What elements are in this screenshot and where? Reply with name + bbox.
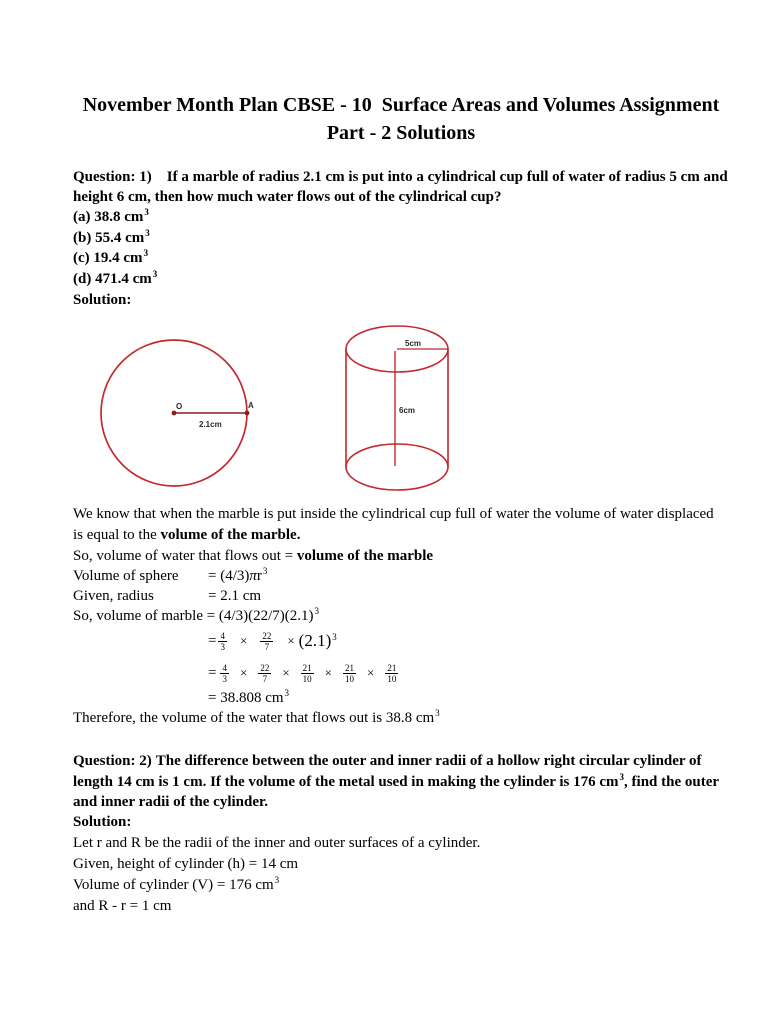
option-d-text: (d) 471.4 cm: [73, 271, 152, 287]
multiply-sign: ×: [367, 665, 375, 680]
question-2-line-2: [73, 772, 719, 792]
fraction: [220, 663, 229, 684]
calculation-step-2: [208, 659, 398, 687]
option-c-exponent: 3: [143, 248, 149, 258]
title-line-1: November Month Plan CBSE - 10 Surface Areas and Volumes Assignment: [82, 94, 720, 116]
sphere-volume-label: Volume of sphere: [73, 568, 179, 584]
fraction: [301, 663, 314, 684]
fraction-numerator: 21: [345, 662, 354, 673]
flows-out-line: [73, 546, 433, 566]
sphere-volume-prefix: = (4/3): [208, 568, 250, 584]
question-2-text-2-tail: , find the outer: [624, 774, 720, 790]
fraction-numerator: 22: [260, 662, 270, 673]
calculation-step-1: [208, 627, 337, 655]
radius-term: (2.1): [298, 631, 332, 650]
question-2-exponent: 3: [619, 772, 625, 782]
fraction: [218, 631, 227, 652]
multiply-sign: ×: [287, 633, 295, 648]
question-1-figure: [90, 318, 470, 498]
result-value: = 38.808 cm: [208, 690, 284, 706]
given-radius-line: [73, 586, 261, 606]
flows-out-text: So, volume of water that flows out =: [73, 548, 297, 564]
option-a-exponent: 3: [144, 207, 149, 217]
multiply-sign: ×: [239, 665, 248, 680]
explanation-line-1: We know that when the marble is put inside the cylindrical cup full of water the volume of water displaced: [73, 506, 714, 522]
given-radius-label: Given, radius: [73, 588, 154, 604]
center-point-label: O: [176, 402, 183, 411]
sphere-diagram: [101, 340, 254, 486]
option-a: [73, 207, 149, 227]
fraction-denominator: 7: [264, 641, 270, 652]
cylinder-diagram: [346, 326, 448, 490]
radius-term-exponent: 3: [332, 632, 337, 642]
question-2-text-2: length 14 cm is 1 cm. If the volume of the metal used in making the cylinder is 176 cm: [73, 774, 619, 790]
multiply-sign: ×: [282, 665, 290, 680]
option-d: [73, 269, 157, 289]
surface-point-label: A: [248, 401, 254, 410]
explanation-line-2: [73, 525, 300, 545]
result-line: [208, 688, 289, 708]
question-1-line-2: height 6 cm, then how much water flows out of the cylindrical cup?: [73, 189, 502, 205]
fraction-numerator: 4: [222, 662, 227, 673]
fraction-denominator: 10: [302, 673, 312, 684]
fraction-numerator: 4: [220, 630, 225, 641]
explanation-emphasis: volume of the marble.: [160, 527, 301, 543]
radii-definition-line: Let r and R be the radii of the inner and outer surfaces of a cylinder.: [73, 835, 481, 851]
given-volume-text: Volume of cylinder (V) = 176 cm: [73, 877, 274, 893]
given-radius-value: = 2.1 cm: [208, 588, 262, 604]
given-volume-exponent: 3: [274, 875, 280, 885]
fraction-denominator: 3: [222, 673, 227, 684]
result-exponent: 3: [284, 688, 290, 698]
fraction-denominator: 3: [220, 641, 225, 652]
fraction: [258, 663, 271, 684]
surface-point: [245, 411, 250, 416]
fraction-numerator: 21: [302, 662, 312, 673]
conclusion-text: Therefore, the volume of the water that flows out is 38.8 cm: [73, 710, 435, 726]
question-1-line-1: [73, 167, 728, 187]
option-b: [73, 228, 150, 248]
radius-variable: r: [256, 568, 262, 584]
sphere-radius-label: 2.1cm: [199, 420, 222, 429]
explanation-text: is equal to the: [73, 527, 161, 543]
pi-symbol: π: [249, 568, 257, 584]
multiply-sign: ×: [324, 665, 332, 680]
fraction-numerator: 22: [262, 630, 272, 641]
multiply-sign: ×: [239, 633, 248, 648]
marble-volume-exponent: 3: [314, 606, 319, 616]
question-2-text-1: The difference between the outer and inner radii of a hollow right circular cylinder of: [155, 753, 702, 769]
option-b-text: (b) 55.4 cm: [73, 230, 145, 246]
given-volume-line: [73, 875, 279, 895]
question-2-line-1: [73, 751, 702, 771]
conclusion-exponent: 3: [435, 708, 440, 718]
cylinder-height-label: 6cm: [399, 406, 416, 415]
equals-sign: =: [208, 632, 217, 649]
question-2-label: Question: 2): [73, 753, 152, 769]
radii-difference-line: and R - r = 1 cm: [73, 898, 172, 914]
fraction-denominator: 10: [345, 673, 354, 684]
equals-sign: =: [208, 664, 217, 681]
fraction-numerator: 21: [387, 662, 397, 673]
fraction-denominator: 10: [387, 673, 397, 684]
option-d-exponent: 3: [152, 269, 158, 279]
question-2-line-3: and inner radii of the cylinder.: [73, 794, 269, 810]
cubed-radius-term: [299, 631, 337, 651]
cylinder-radius-label: 5cm: [405, 339, 422, 348]
title-line-2: Part - 2 Solutions: [326, 122, 476, 144]
given-height-line: Given, height of cylinder (h) = 14 cm: [73, 856, 299, 872]
marble-volume-expression: So, volume of marble = (4/3)(22/7)(2.1): [73, 608, 314, 624]
center-point: [172, 411, 177, 416]
fraction: [385, 663, 398, 684]
option-b-exponent: 3: [145, 228, 150, 238]
question-1-text-1: If a marble of radius 2.1 cm is put into a cylindrical cup full of water of radius 5 cm and: [166, 169, 728, 185]
conclusion-line: [73, 708, 440, 728]
flows-out-emphasis: volume of the marble: [296, 548, 434, 564]
question-2-solution-label: Solution:: [73, 814, 132, 830]
option-a-text: (a) 38.8 cm: [73, 209, 144, 225]
sphere-volume-line: [73, 566, 267, 586]
marble-volume-line: [73, 606, 319, 626]
question-1-solution-label: Solution:: [73, 292, 132, 308]
fraction-denominator: 7: [262, 673, 268, 684]
fraction: [260, 631, 273, 652]
option-c-text: (c) 19.4 cm: [73, 250, 143, 266]
question-1-label: Question: 1): [73, 169, 152, 185]
cylinder-bottom-ellipse: [346, 444, 448, 490]
sphere-volume-exponent: 3: [262, 566, 268, 576]
fraction: [343, 663, 356, 684]
option-c: [73, 248, 148, 268]
